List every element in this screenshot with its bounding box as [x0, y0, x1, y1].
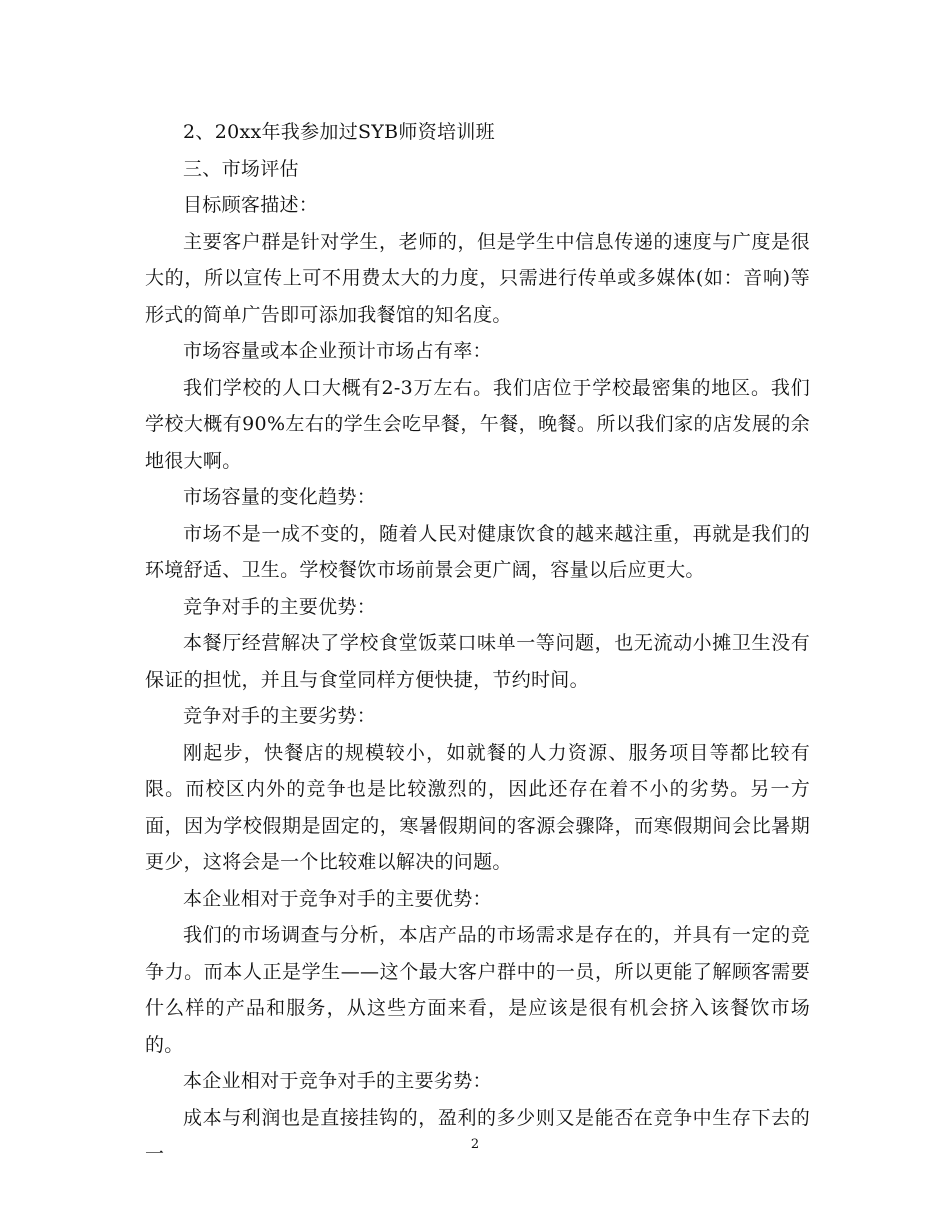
paragraph-competitor-weaknesses: 刚起步，快餐店的规模较小，如就餐的人力资源、服务项目等都比较有限。而校区内外的竞争也是比较激烈的，因此还存在着不小的劣势。另一方面，因为学校假期是固定的，寒暑假期间的客源会骤降，而寒假期间会比暑期更少，这将会是一个比较难以解决的问题。 [145, 741, 810, 873]
subheading-competitor-weaknesses: 竞争对手的主要劣势： [183, 705, 377, 727]
subheading-own-weaknesses: 本企业相对于竞争对手的主要劣势： [183, 1070, 492, 1092]
subheading-target-customers: 目标顾客描述： [183, 194, 319, 216]
page-number: 2 [470, 1137, 480, 1152]
subheading-capacity-trend: 市场容量的变化趋势： [183, 486, 377, 508]
paragraph-own-weaknesses: 成本与利润也是直接挂钩的，盈利的多少则又是能否在竞争中生存下去的一 [145, 1106, 810, 1165]
paragraph-target-customers: 主要客户群是针对学生，老师的，但是学生中信息传递的速度与广度是很大的，所以宣传上可不用费太大的力度，只需进行传单或多媒体(如：音响)等形式的简单广告即可添加我餐馆的知名度。 [145, 230, 810, 326]
paragraph-own-strengths: 我们的市场调查与分析，本店产品的市场需求是存在的，并具有一定的竞争力。而本人正是学生——这个最大客户群中的一员，所以更能了解顾客需要什么样的产品和服务，从这些方面来看，是应该是很有机会挤入该餐饮市场的。 [145, 924, 810, 1056]
paragraph-market-capacity: 我们学校的人口大概有2-3万左右。我们店位于学校最密集的地区。我们学校大概有90%左右的学生会吃早餐，午餐，晚餐。所以我们家的店发展的余地很大啊。 [145, 376, 810, 472]
subheading-market-capacity: 市场容量或本企业预计市场占有率： [183, 340, 492, 362]
paragraph-training: 2、20xx年我参加过SYB师资培训班 [183, 121, 495, 143]
subheading-own-strengths: 本企业相对于竞争对手的主要优势： [183, 887, 492, 910]
paragraph-capacity-trend: 市场不是一成不变的，随着人民对健康饮食的越来越注重，再就是我们的环境舒适、卫生。学校餐饮市场前景会更广阔，容量以后应更大。 [145, 522, 810, 581]
section-heading-market-assessment: 三、市场评估 [183, 157, 299, 180]
body-text [145, 114, 810, 1173]
paragraph-competitor-strengths: 本餐厅经营解决了学校食堂饭菜口味单一等问题，也无流动小摊卫生没有保证的担忧，并且与食堂同样方便快捷，节约时间。 [145, 632, 810, 691]
subheading-competitor-strengths: 竞争对手的主要优势： [183, 595, 377, 618]
